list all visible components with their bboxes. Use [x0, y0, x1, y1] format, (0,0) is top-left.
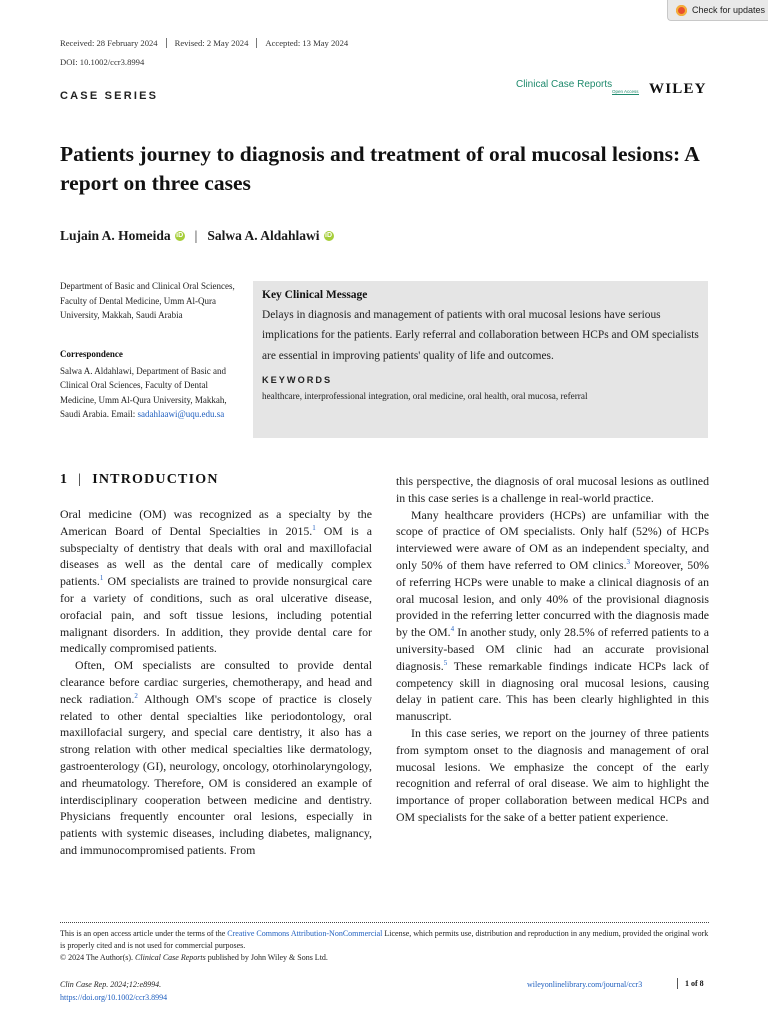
correspondence-text: Salwa A. Aldahlawi, Department of Basic and Clinical Oral Sciences, Faculty of Dental Medicine, Umm Al-Qura University, Makkah, Saudi Arabia. — [60, 366, 227, 419]
orcid-icon[interactable]: iD — [325, 232, 333, 239]
reference-link[interactable]: 5 — [443, 658, 448, 667]
reference-link[interactable]: 3 — [626, 558, 631, 567]
paragraph: Often, OM specialists are consulted to provide dental clearance before cardiac surgeries, chemotherapy, and head and neck radiation.$^2$ Although OM's scope of practice is closely related to other dental specialties like periodontology, oral maxillofacial surgery, and special care dentistry, it also has a strong relation with other medical specialties like dermatology, gastroenterology (GI), neurology, oncology, otorhinolaryngology, and rheumatology. Therefore, OM is considered an example of interdisciplinary cooperation between medicine and dentistry. Physicians frequently encounter oral lesions, especially in patients with systemic diseases, including diabetes, malignancy, and immunocompromised patients. From — [60, 658, 372, 857]
article-dates — [60, 38, 356, 48]
check-updates-icon — [676, 5, 687, 16]
section-type-label: CASE SERIES — [60, 90, 159, 102]
paragraph: In this case series, we report on the journey of three patients from symptom onset to the diagnosis and management of oral mucosal lesions. We emphasize the concept of the early recognition and referral of oral disease. We aim to highlight the importance of proper collaboration between medical HCPs and OM specialists for the sake of a better patient experience. — [396, 725, 709, 824]
citation-doi-link[interactable]: https://doi.org/10.1002/ccr3.8994 — [60, 993, 168, 1002]
author-affiliation: Department of Basic and Clinical Oral Sciences, Faculty of Dental Medicine, Umm Al-Qura University, Makkah, Saudi Arabia — [60, 281, 235, 320]
keywords-heading: KEYWORDS — [262, 374, 333, 385]
author-name[interactable]: Lujain A. Homeida — [60, 228, 171, 243]
paragraph: Oral medicine (OM) was recognized as a specialty by the American Board of Dental Specialties in 2015.$^1$ OM is a subspecialty of dentistry that deals with oral and maxillofacial diseases as well as the dental care of medically complex patients.$^1$ OM specialists are trained to provide nonsurgical care for a variety of conditions, such as oral ulcerative disease, orofacial pain, and soft tissue lesions, including potential malignant disorders. In addition, they provide dental care for medically compromised patients. — [60, 507, 372, 656]
key-message-text: Delays in diagnosis and management of patients with oral mucosal lesions have serious implications for the patients. Early referral and collaboration between HCPs and OM specialists are essential in improving patients' quality of life and outcomes. — [262, 309, 699, 362]
article-title: Patients journey to diagnosis and treatment of oral mucosal lesions: A report on three cases — [60, 142, 699, 195]
publisher-logo[interactable]: WILEY — [649, 81, 707, 97]
journal-name-link[interactable]: Clinical Case Reports — [516, 79, 613, 90]
key-message-heading: Key Clinical Message — [262, 289, 368, 301]
journal-site-link[interactable]: wileyonlinelibrary.com/journal/ccr3 — [527, 980, 643, 989]
body-column-right — [396, 473, 709, 826]
key-clinical-message-box — [253, 281, 708, 438]
citation-text: Clin Case Rep. 2024;12:e8994. — [60, 980, 162, 989]
check-for-updates-badge[interactable] — [667, 0, 768, 21]
accepted-date: Accepted: 13 May 2024 — [256, 38, 356, 48]
paragraph: this perspective, the diagnosis of oral mucosal lesions as outlined in this case series is a challenge in real-world practice. — [396, 474, 709, 505]
received-date: Received: 28 February 2024 — [60, 38, 158, 48]
section-title: INTRODUCTION — [92, 472, 219, 487]
section-separator: | — [78, 472, 83, 487]
reference-link[interactable]: 2 — [134, 691, 138, 700]
license-link[interactable]: Creative Commons Attribution-NonCommercial — [227, 929, 383, 938]
author-list — [60, 228, 334, 244]
section-number: 1 — [60, 472, 69, 487]
keywords-list: healthcare, interprofessional integration, oral medicine, oral health, oral mucosa, referral — [262, 390, 588, 401]
footer-divider — [60, 922, 709, 923]
author-separator: | — [194, 228, 198, 243]
correspondence-heading: Correspondence — [60, 349, 123, 359]
page-number: 1 of 8 — [677, 978, 704, 989]
email-label: Email: — [111, 408, 136, 419]
reference-link[interactable]: 1 — [99, 574, 104, 583]
body-column-left — [60, 506, 372, 859]
copyright-notice: © 2024 The Author(s). Clinical Case Reports published by John Wiley & Sons Ltd. — [60, 953, 328, 962]
section-heading — [60, 472, 219, 488]
check-updates-label: Check for updates — [692, 5, 766, 15]
revised-date: Revised: 2 May 2024 — [166, 38, 257, 48]
correspondence-details — [60, 364, 245, 421]
email-link[interactable]: sadahlaawi@uqu.edu.sa — [137, 408, 225, 419]
author-name[interactable]: Salwa A. Aldahlawi — [207, 228, 320, 243]
open-access-label: Open Access — [612, 89, 639, 94]
article-doi: DOI: 10.1002/ccr3.8994 — [60, 57, 145, 67]
reference-link[interactable]: 4 — [450, 625, 455, 634]
reference-link[interactable]: 1 — [312, 523, 316, 532]
license-notice: This is an open access article under the terms of the Creative Commons Attribution-NonCommercial License, which permits use, distribution and reproduction in any medium, provided the original work is properly cited and is not used for commercial purposes. — [60, 929, 709, 951]
orcid-icon[interactable]: iD — [176, 232, 184, 239]
paragraph: Many healthcare providers (HCPs) are unfamiliar with the scope of practice of OM specialists. Only half (52%) of HCPs interviewed were aware of OM as an independent specialty, and only 50% of them have referred to OM clinics.$^3$ Moreover, 50% of referring HCPs were unable to make a clinical diagnosis of an oral mucosal lesion, and only 40% of the provisional diagnosis provided in the referring letter concurred with the diagnosis made by the OM.$^4$ In another study, only 28.5% of referred patients to a university-based OM clinic had an accurate provisional diagnosis.$^5$ These remarkable findings indicate HCPs lack of competency skill in diagnosing oral mucosal lesions, causing delay in patient care. This has been clearly highlighted in this manuscript. — [396, 507, 710, 724]
